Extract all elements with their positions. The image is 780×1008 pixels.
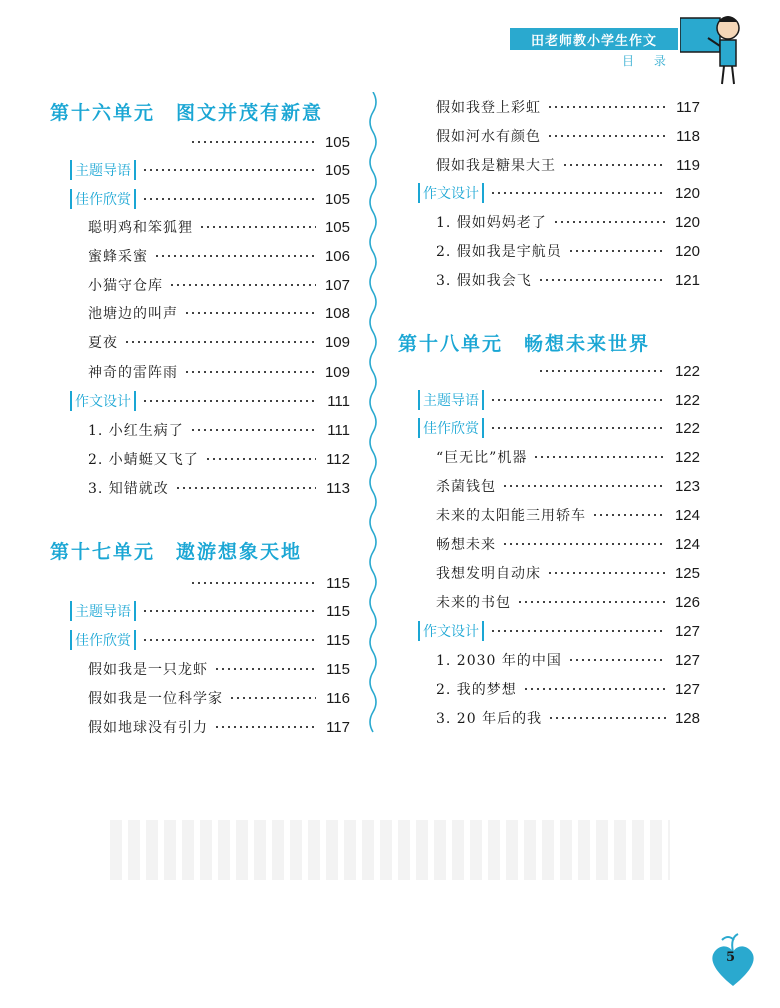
toc-section-row[interactable] [418, 182, 700, 204]
toc-unit-page-row[interactable] [532, 360, 700, 382]
unit-title: 第十七单元 遨游想象天地 [50, 541, 303, 563]
page-ref: 105 [324, 218, 350, 236]
toc-entry-row[interactable] [88, 687, 350, 709]
entry-title: 聪明鸡和笨狐狸 [88, 220, 193, 236]
section-tag: 主题导语 [418, 390, 484, 410]
page-ref: 118 [676, 127, 700, 145]
page-ref: 122 [674, 419, 700, 437]
dot-leader [490, 192, 666, 194]
entry-title: 杀菌钱包 [436, 479, 496, 495]
dot-leader [229, 697, 316, 699]
page-ref: 105 [324, 161, 350, 179]
toc-entry-row[interactable] [436, 125, 700, 147]
dot-leader [175, 487, 316, 489]
toc-entry-row[interactable] [88, 419, 350, 441]
entry-title: 假如我是一只龙虾 [88, 662, 208, 678]
entry-title: 畅想未来 [436, 537, 496, 553]
page-ref: 108 [324, 304, 350, 322]
unit-title: 第十八单元 畅想未来世界 [398, 333, 651, 355]
page-ref: 115 [326, 602, 350, 620]
page-ref: 120 [674, 242, 700, 260]
dot-leader [547, 572, 666, 574]
page-ref: 111 [327, 392, 350, 410]
dot-leader [214, 668, 316, 670]
dot-leader [568, 659, 666, 661]
entry-title: 神奇的雷阵雨 [88, 365, 178, 381]
dot-leader [523, 688, 666, 690]
column-divider [366, 92, 380, 742]
page-ref: 126 [674, 593, 700, 611]
entry-title: 小猫守仓库 [88, 278, 163, 294]
dot-leader [142, 610, 316, 612]
page-ref: 122 [674, 448, 700, 466]
section-tag: 佳作欣赏 [70, 189, 136, 209]
dot-leader [490, 399, 666, 401]
entry-title: 夏夜 [88, 335, 118, 351]
page-ref: 115 [326, 574, 350, 592]
dot-leader [190, 582, 316, 584]
entry-title: 3. 知错就改 [88, 481, 169, 497]
page-ref: 106 [324, 247, 350, 265]
toc-entry-row[interactable] [436, 707, 700, 729]
toc-entry-row[interactable] [88, 302, 350, 324]
toc-entry-row[interactable] [88, 245, 350, 267]
page-ref: 109 [324, 333, 350, 351]
toc-entry-row[interactable] [88, 274, 350, 296]
header-banner [510, 28, 678, 50]
toc-entry-row[interactable] [88, 716, 350, 738]
dot-leader [547, 135, 666, 137]
toc-entry-row[interactable] [436, 562, 700, 584]
page-number: 5 [726, 950, 736, 965]
page-ref: 122 [674, 391, 700, 409]
header-subtitle: 目 录 [622, 54, 674, 68]
toc-entry-row[interactable] [436, 269, 700, 291]
dot-leader [538, 279, 666, 281]
dot-leader [142, 639, 316, 641]
toc-entry-row[interactable] [88, 216, 350, 238]
dot-leader [214, 726, 316, 728]
toc-entry-row[interactable] [436, 649, 700, 671]
entry-title: 假如河水有颜色 [436, 129, 541, 145]
section-tag: 作文设计 [418, 183, 484, 203]
toc-section-row[interactable] [70, 188, 350, 210]
unit-title: 第十六单元 图文并茂有新意 [50, 102, 324, 124]
toc-entry-row[interactable] [88, 361, 350, 383]
section-tag: 佳作欣赏 [418, 418, 484, 438]
toc-section-row[interactable] [418, 389, 700, 411]
page-ref: 127 [674, 651, 700, 669]
section-tag: 作文设计 [418, 621, 484, 641]
page-ref: 115 [326, 631, 350, 649]
dot-leader [124, 341, 316, 343]
page-ref: 116 [326, 689, 350, 707]
bleed-through-text [110, 820, 670, 880]
page-ref: 123 [674, 477, 700, 495]
toc-entry-row[interactable] [88, 658, 350, 680]
dot-leader [199, 226, 316, 228]
page-ref: 105 [324, 133, 350, 151]
page-ref: 125 [674, 564, 700, 582]
dot-leader [184, 312, 316, 314]
page-ref: 117 [676, 98, 700, 116]
toc-entry-row[interactable] [436, 240, 700, 262]
page-ref: 117 [326, 718, 350, 736]
toc-unit-page-row[interactable] [184, 131, 350, 153]
page-ref: 127 [674, 680, 700, 698]
toc-unit-page-row[interactable] [184, 572, 350, 594]
dot-leader [142, 198, 316, 200]
dot-leader [502, 543, 666, 545]
dot-leader [547, 106, 666, 108]
toc-section-row[interactable] [70, 629, 350, 651]
page-ref: 124 [674, 506, 700, 524]
entry-title: 假如我登上彩虹 [436, 100, 541, 116]
section-tag: 主题导语 [70, 160, 136, 180]
dot-leader [562, 164, 666, 166]
page-ref: 109 [324, 363, 350, 381]
section-tag: 作文设计 [70, 391, 136, 411]
toc-entry-row[interactable] [88, 477, 350, 499]
dot-leader [184, 371, 316, 373]
dot-leader [592, 514, 666, 516]
entry-title: 3. 假如我会飞 [436, 273, 532, 289]
dot-leader [490, 427, 666, 429]
page-ref: 111 [327, 421, 350, 439]
toc-entry-row[interactable] [436, 211, 700, 233]
entry-title: “巨无比”机器 [436, 450, 528, 466]
page-ref: 105 [324, 190, 350, 208]
toc-section-row[interactable] [70, 159, 350, 181]
entry-title: 1. 假如妈妈老了 [436, 215, 547, 231]
toc-entry-row[interactable] [436, 446, 700, 468]
toc-entry-row[interactable] [436, 591, 700, 613]
entry-title: 蜜蜂采蜜 [88, 249, 148, 265]
page-ref: 121 [674, 271, 700, 289]
entry-title: 3. 20 年后的我 [436, 711, 543, 727]
dot-leader [142, 169, 316, 171]
page-ref: 122 [674, 362, 700, 380]
page-ref: 112 [326, 450, 350, 468]
dot-leader [538, 370, 666, 372]
entry-title: 2. 小蜻蜓又飞了 [88, 452, 199, 468]
toc-entry-row[interactable] [436, 96, 700, 118]
page-ref: 120 [674, 184, 700, 202]
page-ref: 107 [324, 276, 350, 294]
toc-entry-row[interactable] [436, 678, 700, 700]
dot-leader [190, 141, 316, 143]
page-ref: 113 [326, 479, 350, 497]
toc-entry-row[interactable] [436, 533, 700, 555]
toc-section-row[interactable] [70, 600, 350, 622]
dot-leader [502, 485, 666, 487]
toc-entry-row[interactable] [436, 504, 700, 526]
dot-leader [154, 255, 316, 257]
page-ref: 119 [676, 156, 700, 174]
section-tag: 佳作欣赏 [70, 630, 136, 650]
entry-title: 我想发明自动床 [436, 566, 541, 582]
dot-leader [517, 601, 666, 603]
dot-leader [169, 284, 316, 286]
entry-title: 假如我是糖果大王 [436, 158, 556, 174]
toc-entry-row[interactable] [436, 475, 700, 497]
header-banner-text: 田老师教小学生作文 [530, 33, 657, 49]
page-ref: 120 [674, 213, 700, 231]
section-tag: 主题导语 [70, 601, 136, 621]
toc-section-row[interactable] [70, 390, 350, 412]
dot-leader [553, 221, 666, 223]
dot-leader [568, 250, 666, 252]
dot-leader [490, 630, 666, 632]
page-ref: 124 [674, 535, 700, 553]
toc-section-row[interactable] [418, 620, 700, 642]
entry-title: 2. 假如我是宇航员 [436, 244, 562, 260]
toc-section-row[interactable] [418, 417, 700, 439]
toc-entry-row[interactable] [436, 154, 700, 176]
entry-title: 1. 2030 年的中国 [436, 653, 562, 669]
toc-entry-row[interactable] [88, 331, 350, 353]
page-ref: 115 [326, 660, 350, 678]
page-ref: 128 [674, 709, 700, 727]
entry-title: 假如我是一位科学家 [88, 691, 223, 707]
entry-title: 假如地球没有引力 [88, 720, 208, 736]
entry-title: 2. 我的梦想 [436, 682, 517, 698]
entry-title: 1. 小红生病了 [88, 423, 184, 439]
page-ref: 127 [674, 622, 700, 640]
toc-entry-row[interactable] [88, 448, 350, 470]
dot-leader [142, 400, 316, 402]
entry-title: 未来的书包 [436, 595, 511, 611]
dot-leader [205, 458, 316, 460]
dot-leader [190, 429, 316, 431]
mascot-icon [680, 8, 744, 88]
entry-title: 未来的太阳能三用轿车 [436, 508, 586, 524]
dot-leader [548, 717, 666, 719]
entry-title: 池塘边的叫声 [88, 306, 178, 322]
dot-leader [533, 456, 666, 458]
